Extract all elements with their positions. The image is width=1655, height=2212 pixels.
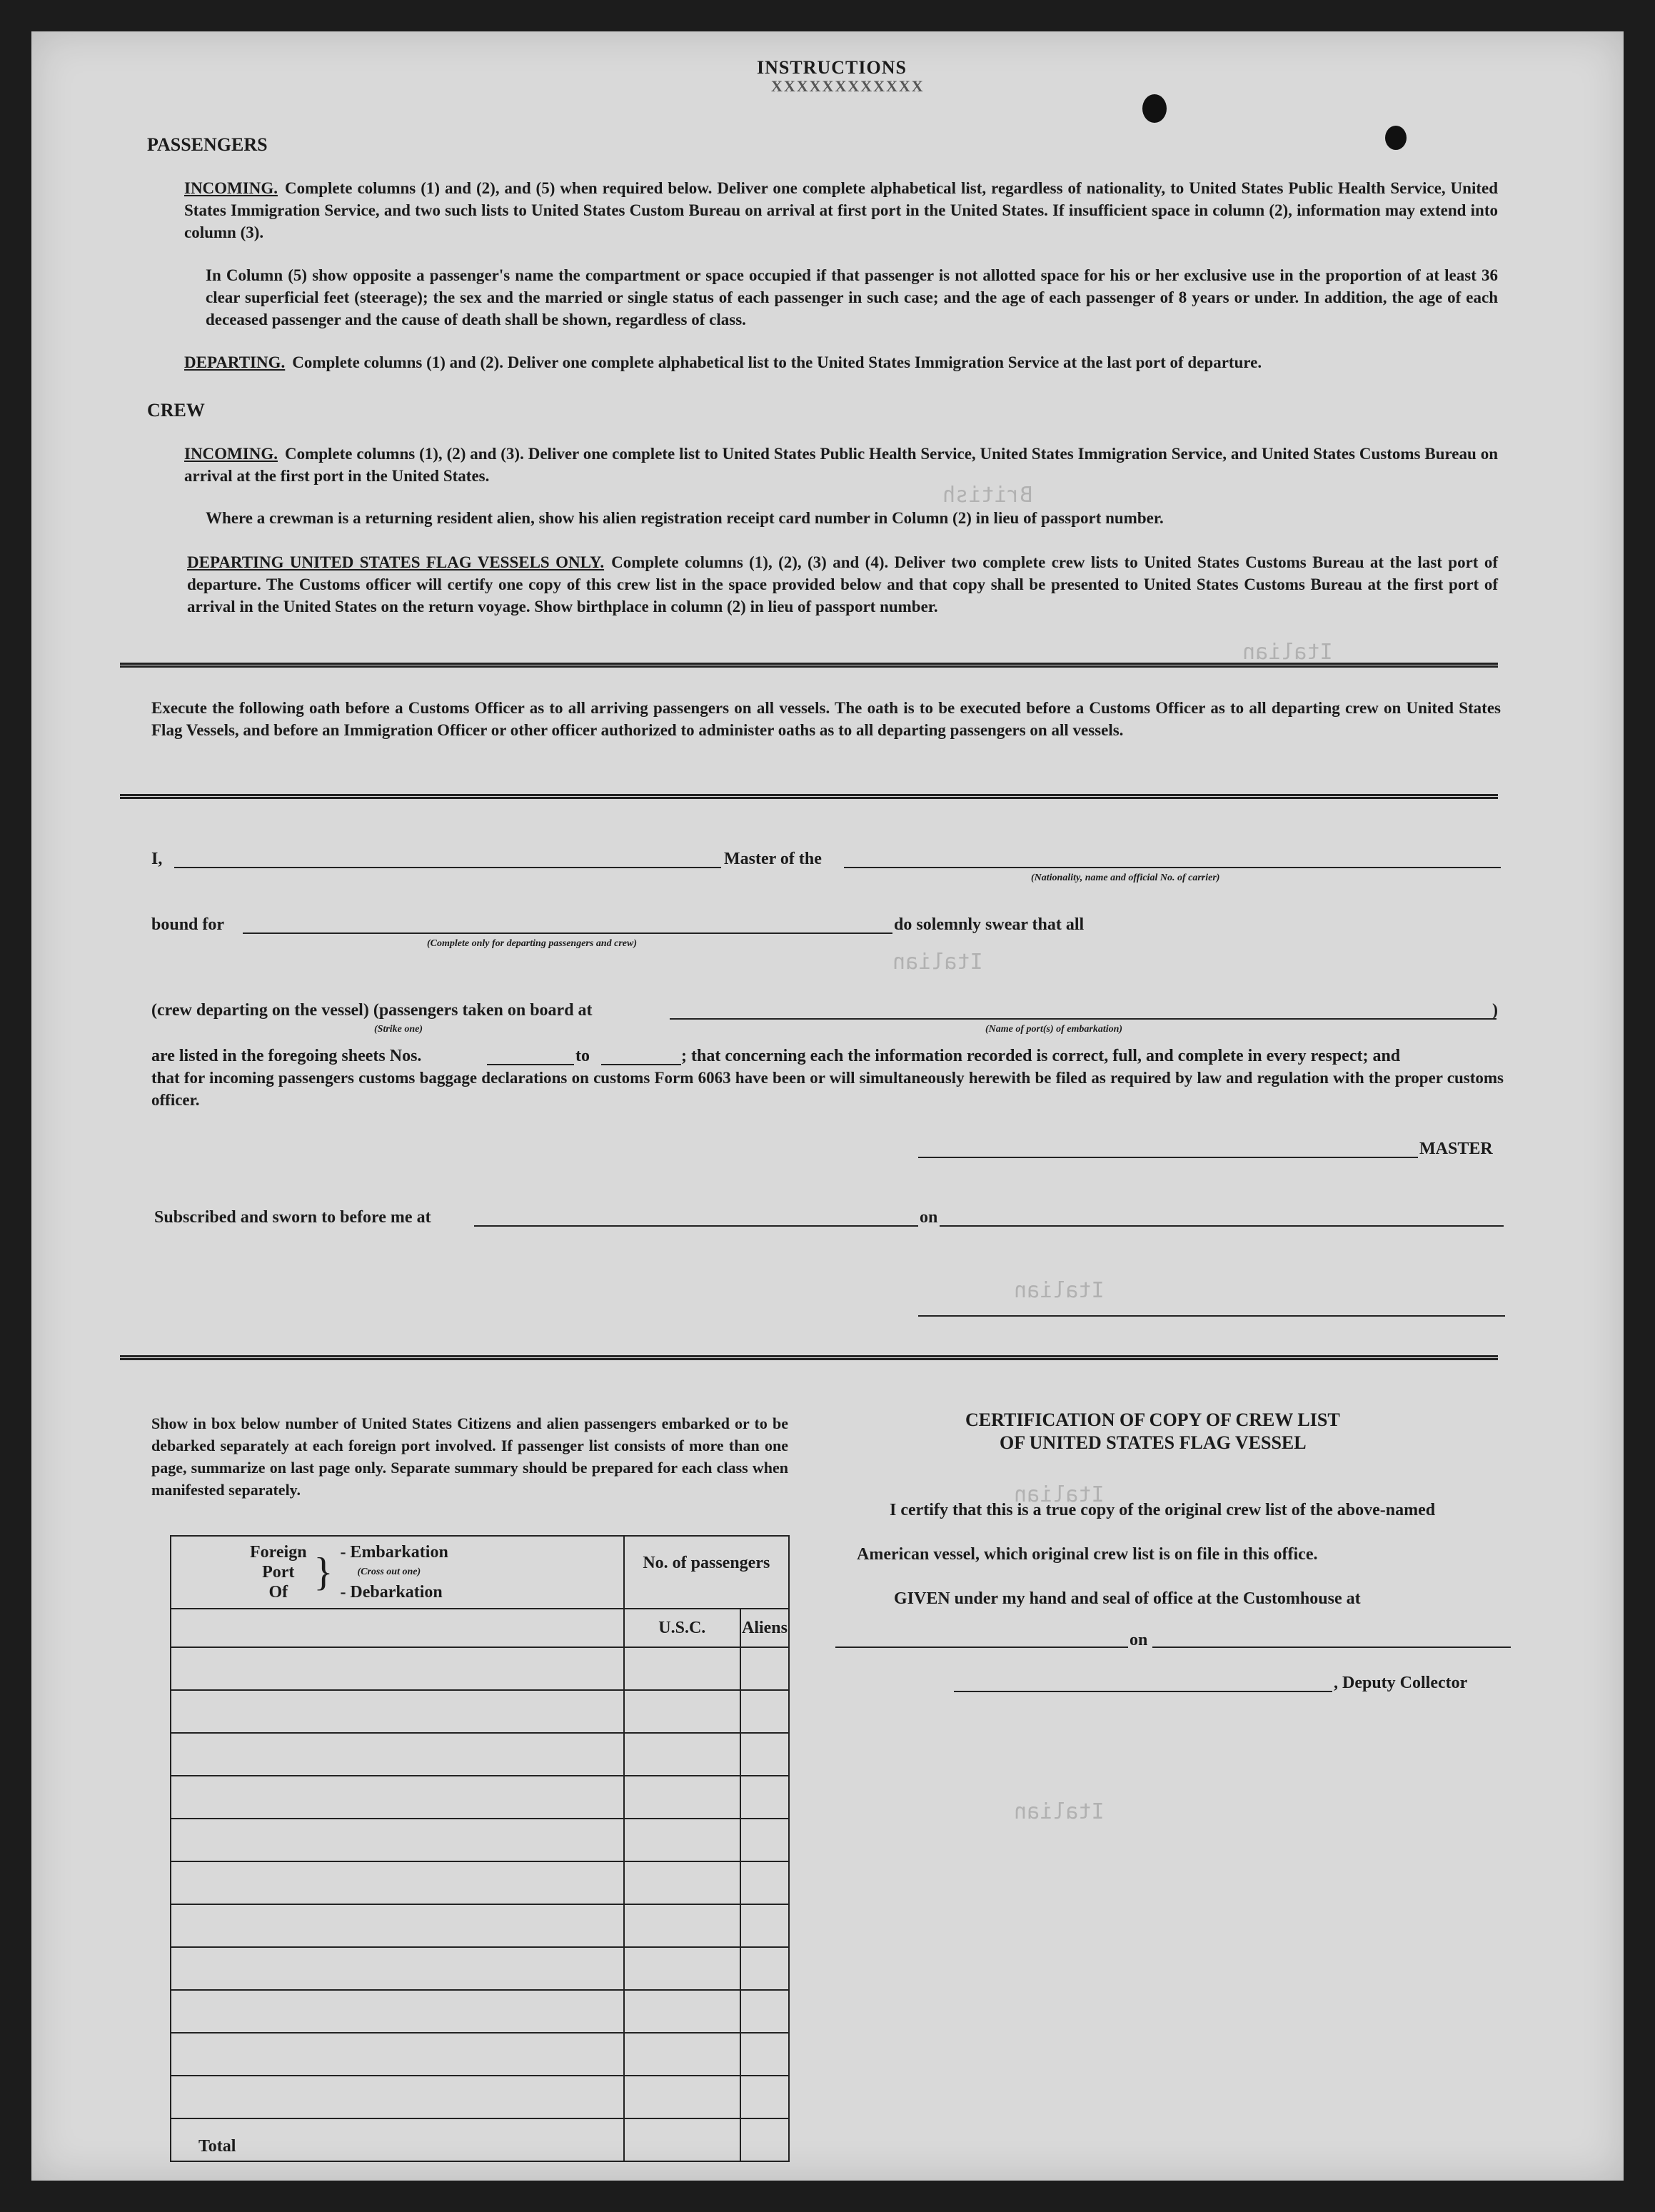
port-header xyxy=(171,1536,624,1609)
port-cell[interactable] xyxy=(171,1990,624,2033)
usc-cell[interactable] xyxy=(624,2076,740,2118)
summary-text: Show in box below number of United States Citizens and alien passengers embarked or to be debarked separately at each foreign port involved. If passenger list consists of more than one page, summarize on last page only. Separate summary should be prepared for each class when manifested separately. xyxy=(151,1414,788,1499)
usc-cell[interactable] xyxy=(624,1990,740,2033)
total-row xyxy=(171,2118,789,2161)
foreign-label: Foreign xyxy=(250,1543,307,1562)
usc-total-cell[interactable] xyxy=(624,2118,740,2161)
bleed-through-text: Italian xyxy=(1014,1482,1105,1507)
incoming-lead: INCOMING. xyxy=(184,179,278,197)
aliens-cell[interactable] xyxy=(740,2033,789,2076)
crew-incoming-paragraph xyxy=(184,443,1498,487)
on-label: on xyxy=(920,1208,938,1227)
bound-for-field[interactable] xyxy=(243,932,892,934)
table-row xyxy=(171,2033,789,2076)
aliens-cell[interactable] xyxy=(740,1947,789,1990)
sheet-from-field[interactable] xyxy=(487,1064,574,1065)
table-row xyxy=(171,1733,789,1776)
flag-lead: DEPARTING UNITED STATES FLAG VESSELS ONLY. xyxy=(187,553,605,571)
subscribed-label: Subscribed and sworn to before me at xyxy=(154,1208,431,1227)
crew-heading: CREW xyxy=(147,400,205,421)
divider xyxy=(120,663,1498,668)
debarkation-label: - Debarkation xyxy=(340,1583,443,1602)
deputy-collector-label: , Deputy Collector xyxy=(1334,1674,1468,1692)
to-label: to xyxy=(575,1047,590,1065)
table-row xyxy=(171,1690,789,1733)
table-row xyxy=(171,1861,789,1904)
close-paren: ) xyxy=(1492,1001,1498,1020)
bleed-through-text: Italian xyxy=(1014,1799,1105,1824)
aliens-cell[interactable] xyxy=(740,1690,789,1733)
divider xyxy=(120,1355,1498,1360)
departing-text: Complete columns (1) and (2). Deliver one complete alphabetical list to the United States Immigration Service at the last port of departure. xyxy=(292,353,1262,371)
bleed-through-text: British xyxy=(942,483,1033,508)
swear-label: do solemnly swear that all xyxy=(894,915,1085,934)
aliens-cell[interactable] xyxy=(740,1733,789,1776)
table-row xyxy=(171,1947,789,1990)
aliens-cell[interactable] xyxy=(740,1647,789,1690)
crewman-paragraph: Where a crewman is a returning resident alien, show his alien registration receipt card number in Column (2) in lieu of passport number. xyxy=(206,509,1164,527)
cert-date-field[interactable] xyxy=(1152,1647,1511,1648)
embarkation-port-field[interactable] xyxy=(670,1018,1496,1020)
incoming-text: Complete columns (1) and (2), and (5) when required below. Deliver one complete alphabetical list, regardless of nationality, to United States Public Health Service, United States Immigration Service, and two such lists to United States Custom Bureau on arrival at first port in the United States. If insufficient space in column (2), information may extend into column (3). xyxy=(184,179,1498,241)
aliens-cell[interactable] xyxy=(740,1904,789,1947)
bound-note: (Complete only for departing passengers and crew) xyxy=(427,938,637,949)
table-row xyxy=(171,1904,789,1947)
bleed-through-text: Italian xyxy=(1014,1278,1105,1303)
strike-one-note: (Strike one) xyxy=(374,1024,423,1035)
passengers-heading: PASSENGERS xyxy=(147,134,268,155)
customhouse-place-field[interactable] xyxy=(835,1647,1128,1648)
port-cell[interactable] xyxy=(171,1647,624,1690)
master-of-label: Master of the xyxy=(724,850,822,868)
oath-intro: Execute the following oath before a Customs Officer as to all arriving passengers on all vessels. The oath is to be executed before a Customs Officer as to all departing crew on United States Flag Vessels, and before an Immigration Officer or other officer authorized to administer oaths as to all departing passengers on all vessels. xyxy=(151,699,1501,739)
aliens-cell[interactable] xyxy=(740,1861,789,1904)
port-cell[interactable] xyxy=(171,2076,624,2118)
no-passengers-header: No. of passengers xyxy=(624,1536,789,1609)
port-cell[interactable] xyxy=(171,1733,624,1776)
usc-cell[interactable] xyxy=(624,1776,740,1819)
certification-title-2: OF UNITED STATES FLAG VESSEL xyxy=(1000,1432,1307,1453)
ink-blot xyxy=(1385,126,1407,150)
usc-cell[interactable] xyxy=(624,1819,740,1861)
brace-icon: } xyxy=(313,1550,333,1594)
usc-cell[interactable] xyxy=(624,1647,740,1690)
passengers-incoming-paragraph xyxy=(184,177,1498,243)
master-name-field[interactable] xyxy=(174,867,721,868)
table-row xyxy=(171,1990,789,2033)
master-signature-field[interactable] xyxy=(918,1157,1418,1158)
flag-text: Complete columns (1), (2), (3) and (4). Deliver two complete crew lists to United States Customs Bureau at the last port of departure. The Customs officer will certify one copy of this crew list in the space provided below and that copy shall be presented to United States Customs Bureau at the first port of arrival in the United States on the return voyage. Show birthplace in column (2) in lieu of passport number. xyxy=(187,553,1498,615)
usc-cell[interactable] xyxy=(624,1861,740,1904)
bound-for-label: bound for xyxy=(151,915,225,934)
concerning-text: ; that concerning each the information recorded is correct, full, and complete in every respect; and xyxy=(681,1047,1401,1065)
usc-cell[interactable] xyxy=(624,1690,740,1733)
instructions-title: INSTRUCTIONS xyxy=(757,57,907,78)
port-cell[interactable] xyxy=(171,1776,624,1819)
passengers-departing-paragraph xyxy=(184,351,1498,373)
struck-text: XXXXXXXXXXXX xyxy=(771,77,925,95)
port-cell[interactable] xyxy=(171,1904,624,1947)
port-note: (Name of port(s) of embarkation) xyxy=(985,1024,1123,1035)
total-label: Total xyxy=(171,2118,624,2161)
departing-lead: DEPARTING. xyxy=(184,353,286,371)
aliens-cell[interactable] xyxy=(740,2076,789,2118)
cross-out-note: (Cross out one) xyxy=(357,1567,421,1577)
master-label: MASTER xyxy=(1419,1140,1493,1158)
port-cell[interactable] xyxy=(171,2033,624,2076)
table-row xyxy=(171,1819,789,1861)
ink-blot xyxy=(1142,94,1167,123)
sheet-to-field[interactable] xyxy=(601,1064,681,1065)
aliens-cell[interactable] xyxy=(740,1819,789,1861)
deputy-signature-field[interactable] xyxy=(954,1691,1332,1692)
listed-label: are listed in the foregoing sheets Nos. xyxy=(151,1047,422,1065)
crew-incoming-text: Complete columns (1), (2) and (3). Deliver one complete list to United States Public Health Service, United States Immigration Service, and United States Customs Bureau on arrival at the first port in the United States. xyxy=(184,445,1498,485)
port-cell[interactable] xyxy=(171,1861,624,1904)
baggage-text: that for incoming passengers customs baggage declarations on customs Form 6063 have been or will simultaneously herewith be filed as required by law and regulation with the proper customs officer. xyxy=(151,1069,1504,1109)
embarkation-label: - Embarkation xyxy=(340,1543,448,1562)
column5-paragraph: In Column (5) show opposite a passenger's name the compartment or space occupied if that passenger is not allotted space for his or her exclusive use in the proportion of at least 36 clear superficial feet (steerage); the sex and the married or single status of each passenger in such case; and the age of each passenger of 8 years or under. In addition, the age of each deceased passenger and the cause of death shall be shown, regardless of class. xyxy=(206,266,1498,328)
aliens-cell[interactable] xyxy=(740,1776,789,1819)
aliens-header: Aliens xyxy=(740,1609,789,1647)
port-label: Port xyxy=(262,1563,295,1582)
usc-cell[interactable] xyxy=(624,1733,740,1776)
given-text: GIVEN under my hand and seal of office at the Customhouse at xyxy=(894,1589,1361,1608)
divider xyxy=(120,794,1498,799)
carrier-field[interactable] xyxy=(844,867,1501,868)
certification-text-1: I certify that this is a true copy of the original crew list of the above-named xyxy=(890,1501,1436,1519)
port-cell[interactable] xyxy=(171,1690,624,1733)
flag-vessels-paragraph xyxy=(187,551,1498,618)
aliens-cell[interactable] xyxy=(740,1990,789,2033)
i-label: I, xyxy=(151,850,163,868)
spacer-cell xyxy=(171,1609,624,1647)
sworn-place-field[interactable] xyxy=(474,1225,918,1227)
port-cell[interactable] xyxy=(171,1947,624,1990)
port-cell[interactable] xyxy=(171,1819,624,1861)
table-row xyxy=(171,1647,789,1690)
usc-cell[interactable] xyxy=(624,1904,740,1947)
table-row xyxy=(171,1776,789,1819)
passenger-summary-table xyxy=(170,1535,790,2162)
usc-cell[interactable] xyxy=(624,2033,740,2076)
usc-header: U.S.C. xyxy=(624,1609,740,1647)
aliens-total-cell[interactable] xyxy=(740,2118,789,2161)
table-row xyxy=(171,2076,789,2118)
officer-signature-field[interactable] xyxy=(918,1315,1505,1317)
of-label: Of xyxy=(268,1583,288,1602)
crew-incoming-lead: INCOMING. xyxy=(184,445,278,463)
nationality-note: (Nationality, name and official No. of carrier) xyxy=(1031,873,1220,883)
sworn-date-field[interactable] xyxy=(940,1225,1504,1227)
bleed-through-text: Italian xyxy=(1242,640,1333,665)
crew-departing-label: (crew departing on the vessel) (passengers taken on board at xyxy=(151,1001,593,1020)
certification-title-1: CERTIFICATION OF COPY OF CREW LIST xyxy=(965,1409,1340,1430)
cert-on-label: on xyxy=(1130,1631,1148,1649)
certification-text-2: American vessel, which original crew list is on file in this office. xyxy=(857,1545,1318,1564)
bleed-through-text: Italian xyxy=(892,950,983,975)
usc-cell[interactable] xyxy=(624,1947,740,1990)
